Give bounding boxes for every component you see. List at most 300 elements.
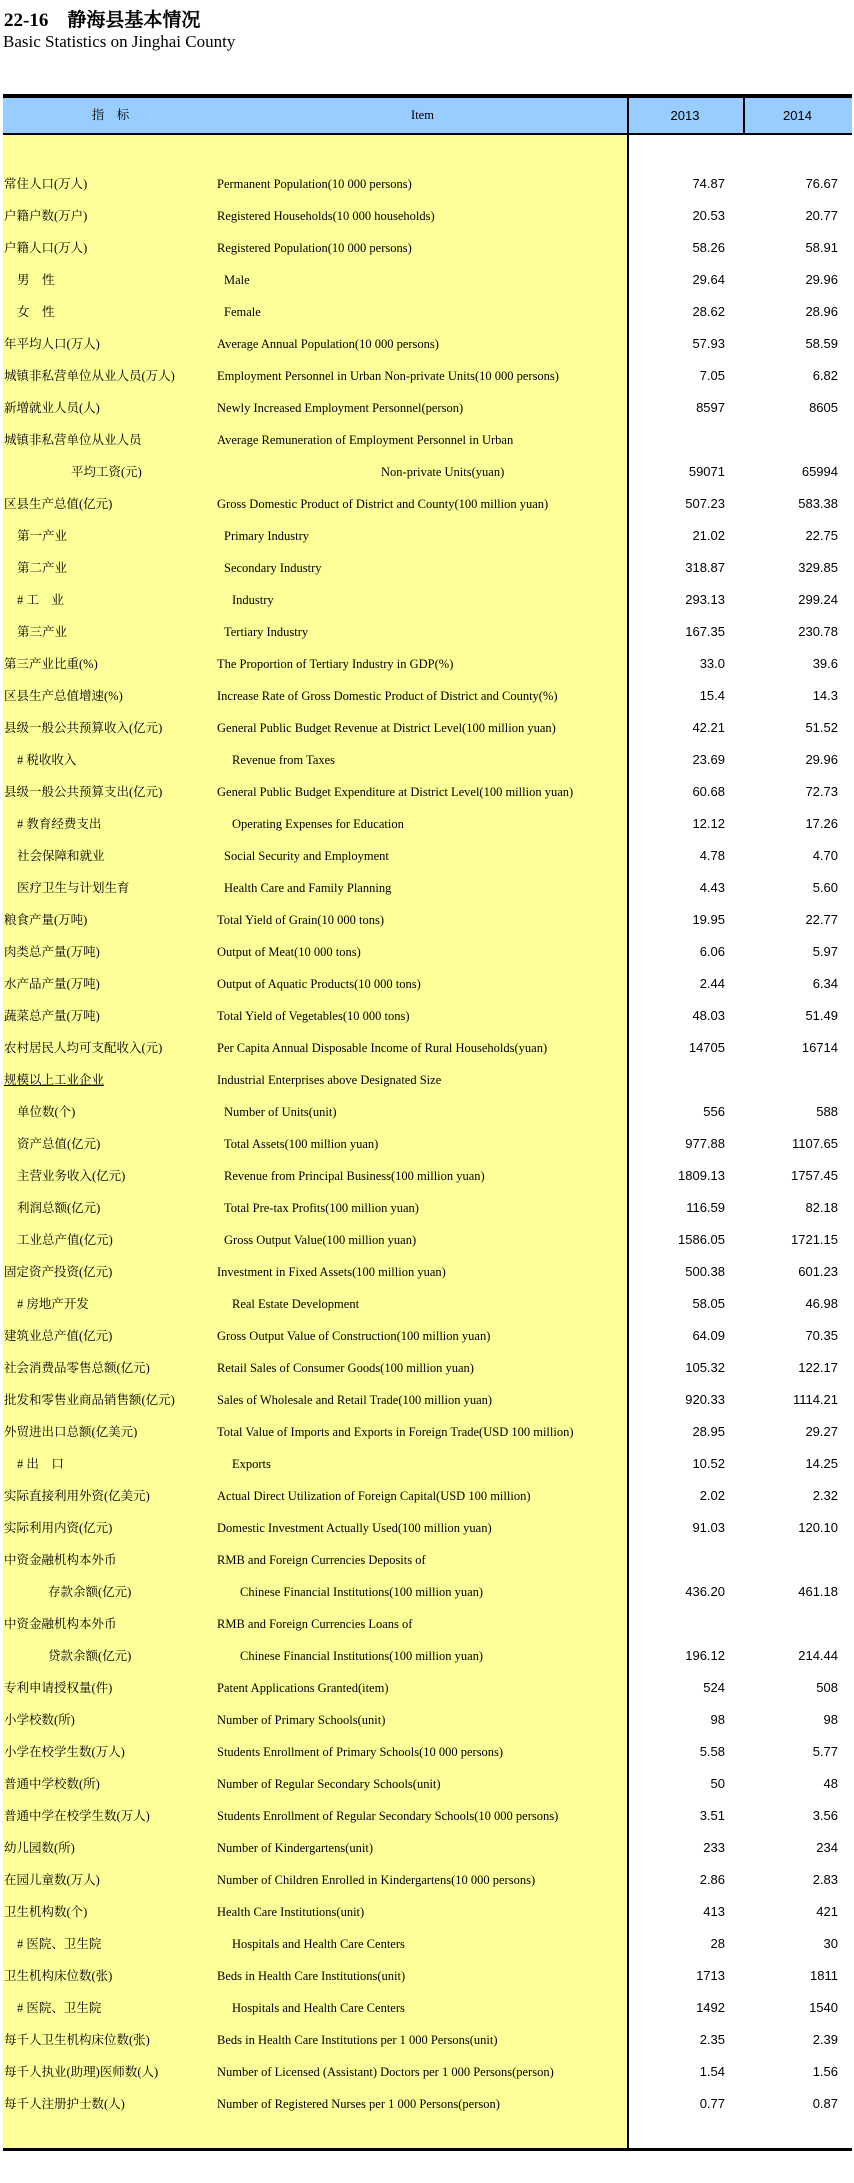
value-2013: 196.12 — [685, 1648, 725, 1663]
indicator-en: Beds in Health Care Institutions per 1 000 Persons(unit) — [217, 2033, 498, 2047]
value-2013 — [629, 1608, 725, 1640]
indicator-en: Students Enrollment of Regular Secondary Schools(10 000 persons) — [217, 1809, 559, 1823]
table-row — [3, 1224, 852, 1256]
value-2014: 120.10 — [798, 1520, 838, 1535]
indicator-en: Average Remuneration of Employment Personnel in Urban — [217, 433, 514, 447]
indicator-en: Investment in Fixed Assets(100 million yuan) — [217, 1265, 446, 1279]
indicator-zh: 城镇非私营单位从业人员 — [4, 433, 142, 447]
value-2014: 461.18 — [798, 1584, 838, 1599]
indicator-zh: 蔬菜总产量(万吨) — [4, 1009, 100, 1023]
indicator-zh: 固定资产投资(亿元) — [4, 1265, 113, 1279]
value-2014: 51.52 — [805, 720, 838, 735]
value-2014: 2.32 — [812, 1488, 838, 1503]
table-row — [3, 1992, 852, 2024]
indicator-zh: 在园儿童数(万人) — [4, 1873, 100, 1887]
indicator-zh: 资产总值(亿元) — [17, 1137, 101, 1151]
value-2013: 64.09 — [692, 1328, 725, 1343]
table-row — [3, 1032, 852, 1064]
indicator-en: Primary Industry — [224, 529, 310, 543]
value-2013: 28 — [710, 1936, 725, 1951]
header-year-2013: 2013 — [670, 108, 700, 123]
indicator-zh: 新增就业人员(人) — [4, 401, 100, 415]
indicator-zh: 外贸进出口总额(亿美元) — [4, 1425, 138, 1439]
table-row — [3, 1448, 852, 1480]
value-2014 — [745, 1064, 838, 1096]
value-2013: 59071 — [688, 464, 725, 479]
table-row — [3, 1480, 852, 1512]
table-row — [3, 776, 852, 808]
value-2013: 1713 — [696, 1968, 725, 1983]
value-2013: 23.69 — [692, 752, 725, 767]
indicator-zh: 幼儿园数(所) — [4, 1841, 75, 1855]
indicator-zh: 中资金融机构本外币 — [4, 1617, 117, 1631]
value-2013: 0.77 — [699, 2096, 725, 2111]
value-2014: 20.77 — [805, 208, 838, 223]
value-2013: 19.95 — [692, 912, 725, 927]
table-row — [3, 808, 852, 840]
indicator-en: Non-private Units(yuan) — [381, 465, 505, 479]
value-2014: 17.26 — [805, 816, 838, 831]
indicator-en: Total Yield of Grain(10 000 tons) — [217, 913, 385, 927]
value-2013: 4.43 — [699, 880, 725, 895]
value-2013 — [629, 424, 725, 456]
value-2014: 1811 — [810, 1968, 838, 1983]
value-2013: 556 — [703, 1104, 725, 1119]
indicator-zh: 城镇非私营单位从业人员(万人) — [4, 369, 175, 383]
table-row — [3, 680, 852, 712]
value-2013: 2.02 — [699, 1488, 725, 1503]
value-2014: 70.35 — [805, 1328, 838, 1343]
indicator-en: Newly Increased Employment Personnel(person) — [217, 401, 464, 415]
value-2014: 299.24 — [798, 592, 838, 607]
indicator-zh: 年平均人口(万人) — [4, 337, 100, 351]
table-row — [3, 1704, 852, 1736]
indicator-en: Students Enrollment of Primary Schools(10 000 persons) — [217, 1745, 504, 1759]
value-2014: 14.3 — [812, 688, 838, 703]
indicator-zh: 第一产业 — [17, 529, 68, 543]
value-2014: 58.91 — [805, 240, 838, 255]
indicator-en: Social Security and Employment — [224, 849, 389, 863]
indicator-zh: # 出 口 — [17, 1457, 64, 1471]
indicator-en: Number of Primary Schools(unit) — [217, 1713, 386, 1727]
table-row — [3, 1896, 852, 1928]
value-2013: 105.32 — [685, 1360, 725, 1375]
indicator-zh: 普通中学在校学生数(万人) — [4, 1809, 150, 1823]
value-2013: 5.58 — [699, 1744, 725, 1759]
value-2013: 10.52 — [692, 1456, 725, 1471]
value-2013: 233 — [703, 1840, 725, 1855]
indicator-zh: 主营业务收入(亿元) — [17, 1169, 126, 1183]
value-2013: 20.53 — [692, 208, 725, 223]
indicator-en: Retail Sales of Consumer Goods(100 million yuan) — [217, 1361, 474, 1375]
value-2013: 50 — [710, 1776, 725, 1791]
indicator-zh: 平均工资(元) — [71, 465, 142, 479]
indicator-zh: # 工 业 — [17, 593, 64, 607]
value-2014: 6.34 — [812, 976, 838, 991]
value-2013: 74.87 — [692, 176, 725, 191]
indicator-en: Total Value of Imports and Exports in Foreign Trade(USD 100 million) — [217, 1425, 574, 1439]
value-2014: 0.87 — [812, 2096, 838, 2111]
table-row — [3, 1544, 852, 1576]
header-item: Item — [411, 108, 434, 122]
table-row — [3, 968, 852, 1000]
indicator-en: Chinese Financial Institutions(100 million yuan) — [240, 1585, 484, 1599]
table-body — [3, 135, 852, 2148]
value-2013: 1809.13 — [678, 1168, 725, 1183]
value-2013: 1586.05 — [678, 1232, 725, 1247]
indicator-en: RMB and Foreign Currencies Deposits of — [217, 1553, 426, 1567]
indicator-zh: 第二产业 — [17, 561, 68, 575]
indicator-en: Total Assets(100 million yuan) — [224, 1137, 379, 1151]
indicator-zh: 每千人执业(助理)医师数(人) — [4, 2065, 159, 2079]
table-row — [3, 2088, 852, 2120]
value-2013: 12.12 — [692, 816, 725, 831]
table-row — [3, 712, 852, 744]
value-2014: 82.18 — [805, 1200, 838, 1215]
table-row — [3, 936, 852, 968]
table-row — [3, 648, 852, 680]
value-2013: 33.0 — [699, 656, 725, 671]
header-divider — [743, 98, 745, 133]
indicator-zh: 第三产业 — [17, 625, 68, 639]
table-row — [3, 328, 852, 360]
indicator-zh: 每千人注册护士数(人) — [4, 2097, 125, 2111]
value-2014: 29.96 — [805, 272, 838, 287]
page-title: 22-16 静海县基本情况 — [4, 10, 201, 31]
indicator-zh: 粮食产量(万吨) — [4, 913, 88, 927]
table-row — [3, 1928, 852, 1960]
value-2014: 3.56 — [812, 1808, 838, 1823]
value-2013: 29.64 — [692, 272, 725, 287]
value-2013: 21.02 — [692, 528, 725, 543]
indicator-en: Average Annual Population(10 000 persons) — [217, 337, 439, 351]
indicator-zh: 农村居民人均可支配收入(元) — [4, 1041, 163, 1055]
table-row — [3, 2056, 852, 2088]
indicator-en: General Public Budget Expenditure at District Level(100 million yuan) — [217, 785, 574, 799]
indicator-zh: 普通中学校数(所) — [4, 1777, 100, 1791]
indicator-en: Actual Direct Utilization of Foreign Capital(USD 100 million) — [217, 1489, 531, 1503]
value-2013: 413 — [703, 1904, 725, 1919]
indicator-en: Number of Children Enrolled in Kindergartens(10 000 persons) — [217, 1873, 536, 1887]
table-row — [3, 1384, 852, 1416]
indicator-en: Increase Rate of Gross Domestic Product of District and County(%) — [217, 689, 558, 703]
value-2014: 1.56 — [812, 2064, 838, 2079]
value-2013: 58.26 — [692, 240, 725, 255]
value-2014: 214.44 — [798, 1648, 838, 1663]
value-2014 — [745, 1544, 838, 1576]
value-2013: 28.62 — [692, 304, 725, 319]
value-2013: 48.03 — [692, 1008, 725, 1023]
value-2014: 65994 — [801, 464, 838, 479]
table-row — [3, 1800, 852, 1832]
value-2014: 1721.15 — [791, 1232, 838, 1247]
indicator-zh: 肉类总产量(万吨) — [4, 945, 100, 959]
value-2013 — [629, 1544, 725, 1576]
value-2013: 920.33 — [685, 1392, 725, 1407]
value-2013: 98 — [710, 1712, 725, 1727]
value-2013: 8597 — [696, 400, 725, 415]
indicator-en: Beds in Health Care Institutions(unit) — [217, 1969, 406, 1983]
value-2014: 8605 — [809, 400, 838, 415]
table-row — [3, 840, 852, 872]
value-2014: 1757.45 — [791, 1168, 838, 1183]
indicator-zh: 批发和零售业商品销售额(亿元) — [4, 1393, 175, 1407]
indicator-en: Health Care and Family Planning — [224, 881, 392, 895]
indicator-zh: # 医院、卫生院 — [17, 2001, 102, 2015]
value-2014: 46.98 — [805, 1296, 838, 1311]
indicator-zh: 区县生产总值(亿元) — [4, 497, 113, 511]
indicator-en: Revenue from Taxes — [232, 753, 336, 767]
indicator-en: General Public Budget Revenue at District Level(100 million yuan) — [217, 721, 556, 735]
indicator-zh: 实际利用内资(亿元) — [4, 1521, 113, 1535]
table-row — [3, 1576, 852, 1608]
indicator-zh: 区县生产总值增速(%) — [4, 689, 123, 703]
indicator-zh: 常住人口(万人) — [4, 177, 88, 191]
value-2013: 500.38 — [685, 1264, 725, 1279]
indicator-zh: 小学在校学生数(万人) — [4, 1745, 125, 1759]
value-2013: 977.88 — [685, 1136, 725, 1151]
indicator-zh: 利润总额(亿元) — [17, 1201, 101, 1215]
table-row — [3, 1416, 852, 1448]
value-2014: 58.59 — [805, 336, 838, 351]
value-2014: 29.96 — [805, 752, 838, 767]
indicator-zh: 卫生机构床位数(张) — [4, 1969, 113, 1983]
indicator-zh: # 教育经费支出 — [17, 817, 102, 831]
indicator-zh: 医疗卫生与计划生育 — [17, 881, 130, 895]
value-2014: 48 — [823, 1776, 838, 1791]
value-2014: 22.75 — [805, 528, 838, 543]
table-row — [3, 584, 852, 616]
indicator-en: Domestic Investment Actually Used(100 million yuan) — [217, 1521, 492, 1535]
value-2014: 508 — [816, 1680, 838, 1695]
indicator-en: Patent Applications Granted(item) — [217, 1681, 389, 1695]
value-2013: 42.21 — [692, 720, 725, 735]
value-2014: 98 — [823, 1712, 838, 1727]
indicator-en: Number of Licensed (Assistant) Doctors per 1 000 Persons(person) — [217, 2065, 554, 2079]
indicator-zh: 县级一般公共预算收入(亿元) — [4, 721, 163, 735]
table-row — [3, 488, 852, 520]
indicator-en: Permanent Population(10 000 persons) — [217, 177, 412, 191]
indicator-en: Secondary Industry — [224, 561, 322, 575]
table-row — [3, 1864, 852, 1896]
indicator-zh: 县级一般公共预算支出(亿元) — [4, 785, 163, 799]
value-2013: 3.51 — [699, 1808, 725, 1823]
table-row — [3, 1064, 852, 1096]
table-row — [3, 520, 852, 552]
value-2013: 524 — [703, 1680, 725, 1695]
value-2014: 30 — [823, 1936, 838, 1951]
value-2014: 601.23 — [798, 1264, 838, 1279]
page-subtitle: Basic Statistics on Jinghai County — [3, 32, 236, 51]
indicator-zh: 小学校数(所) — [4, 1713, 75, 1727]
value-2013: 14705 — [688, 1040, 725, 1055]
indicator-zh: 规模以上工业企业 — [4, 1073, 105, 1087]
value-2014: 1107.65 — [791, 1136, 838, 1151]
value-2014: 16714 — [801, 1040, 838, 1055]
indicator-en: Number of Registered Nurses per 1 000 Persons(person) — [217, 2097, 500, 2111]
value-2014: 14.25 — [805, 1456, 838, 1471]
value-2014 — [745, 424, 838, 456]
indicator-zh: 水产品产量(万吨) — [4, 977, 100, 991]
indicator-en: Sales of Wholesale and Retail Trade(100 million yuan) — [217, 1393, 493, 1407]
indicator-en: Registered Households(10 000 households) — [217, 209, 435, 223]
value-2014: 6.82 — [812, 368, 838, 383]
indicator-en: Output of Aquatic Products(10 000 tons) — [217, 977, 421, 991]
value-2013: 91.03 — [692, 1520, 725, 1535]
value-2013: 4.78 — [699, 848, 725, 863]
table-row — [3, 264, 852, 296]
value-2014: 39.6 — [812, 656, 838, 671]
indicator-zh: 中资金融机构本外币 — [4, 1553, 117, 1567]
value-2014: 234 — [816, 1840, 838, 1855]
table-row — [3, 616, 852, 648]
indicator-en: Total Yield of Vegetables(10 000 tons) — [217, 1009, 410, 1023]
indicator-en: Number of Units(unit) — [224, 1105, 337, 1119]
value-2014: 5.60 — [812, 880, 838, 895]
indicator-en: Registered Population(10 000 persons) — [217, 241, 412, 255]
value-2014 — [745, 1608, 838, 1640]
value-2013: 436.20 — [685, 1584, 725, 1599]
value-2013: 15.4 — [699, 688, 725, 703]
indicator-en: Female — [224, 305, 261, 319]
indicator-zh: # 房地产开发 — [17, 1297, 89, 1311]
table-row — [3, 1288, 852, 1320]
indicator-zh: 户籍人口(万人) — [4, 241, 88, 255]
value-2013: 167.35 — [685, 624, 725, 639]
value-2014: 5.97 — [812, 944, 838, 959]
value-2014: 4.70 — [812, 848, 838, 863]
table-row — [3, 168, 852, 200]
table-row — [3, 1640, 852, 1672]
table-row — [3, 1096, 852, 1128]
value-2014: 588 — [816, 1104, 838, 1119]
table-row — [3, 1320, 852, 1352]
table-header — [3, 98, 852, 135]
value-2014: 329.85 — [798, 560, 838, 575]
value-2013: 2.86 — [699, 1872, 725, 1887]
table-row — [3, 296, 852, 328]
value-2013: 6.06 — [699, 944, 725, 959]
value-2013: 28.95 — [692, 1424, 725, 1439]
indicator-en: Revenue from Principal Business(100 million yuan) — [224, 1169, 485, 1183]
statistics-table — [3, 94, 852, 2151]
table-row — [3, 360, 852, 392]
value-2013: 58.05 — [692, 1296, 725, 1311]
value-2014: 122.17 — [798, 1360, 838, 1375]
indicator-en: Industrial Enterprises above Designated Size — [217, 1073, 442, 1087]
indicator-zh: 户籍户数(万户) — [4, 209, 88, 223]
indicator-en: Gross Output Value(100 million yuan) — [224, 1233, 417, 1247]
value-2013: 60.68 — [692, 784, 725, 799]
value-2014: 76.67 — [805, 176, 838, 191]
table-row — [3, 2024, 852, 2056]
indicator-zh: # 税收收入 — [17, 753, 77, 767]
value-2013 — [629, 1064, 725, 1096]
header-divider — [627, 98, 629, 133]
table-row — [3, 1128, 852, 1160]
value-2013: 116.59 — [686, 1200, 725, 1215]
table-row — [3, 1768, 852, 1800]
indicator-zh: 贷款余额(亿元) — [48, 1649, 132, 1663]
indicator-zh: 实际直接利用外资(亿美元) — [4, 1489, 150, 1503]
header-indicator: 指 标 — [91, 108, 130, 122]
table-row — [3, 744, 852, 776]
indicator-zh: 工业总产值(亿元) — [17, 1233, 113, 1247]
value-2014: 29.27 — [805, 1424, 838, 1439]
indicator-en: Gross Output Value of Construction(100 million yuan) — [217, 1329, 491, 1343]
value-2014: 72.73 — [805, 784, 838, 799]
indicator-zh: 卫生机构数(个) — [4, 1905, 88, 1919]
table-row — [3, 1352, 852, 1384]
value-2014: 1114.21 — [792, 1392, 838, 1407]
indicator-en: Health Care Institutions(unit) — [217, 1905, 365, 1919]
value-2013: 2.35 — [699, 2032, 725, 2047]
table-row — [3, 1192, 852, 1224]
indicator-zh: 单位数(个) — [17, 1105, 76, 1119]
table-row — [3, 1672, 852, 1704]
table-row — [3, 552, 852, 584]
indicator-en: Exports — [232, 1457, 271, 1471]
table-row — [3, 1736, 852, 1768]
indicator-zh: 男 性 — [17, 273, 55, 287]
indicator-zh: 女 性 — [17, 305, 55, 319]
indicator-en: Operating Expenses for Education — [232, 817, 404, 831]
indicator-en: Industry — [232, 593, 274, 607]
indicator-en: Output of Meat(10 000 tons) — [217, 945, 361, 959]
indicator-zh: 社会消费品零售总额(亿元) — [4, 1361, 150, 1375]
indicator-zh: 第三产业比重(%) — [4, 657, 98, 671]
value-2014: 2.83 — [812, 1872, 838, 1887]
table-bottom-border — [3, 2148, 852, 2151]
value-2013: 7.05 — [699, 368, 725, 383]
indicator-en: Tertiary Industry — [224, 625, 309, 639]
value-2014: 421 — [816, 1904, 838, 1919]
indicator-en: Male — [224, 273, 250, 287]
value-2013: 507.23 — [685, 496, 725, 511]
header-year-2014: 2014 — [783, 108, 812, 123]
indicator-zh: # 医院、卫生院 — [17, 1937, 102, 1951]
indicator-en: Hospitals and Health Care Centers — [232, 2001, 405, 2015]
table-row — [3, 1160, 852, 1192]
indicator-en: Hospitals and Health Care Centers — [232, 1937, 405, 1951]
table-row — [3, 456, 852, 488]
value-2014: 2.39 — [812, 2032, 838, 2047]
indicator-en: Real Estate Development — [232, 1297, 360, 1311]
indicator-en: Number of Regular Secondary Schools(unit) — [217, 1777, 441, 1791]
indicator-en: Per Capita Annual Disposable Income of Rural Households(yuan) — [217, 1041, 548, 1055]
indicator-zh: 每千人卫生机构床位数(张) — [4, 2033, 150, 2047]
indicator-en: Employment Personnel in Urban Non-private Units(10 000 persons) — [217, 369, 559, 383]
value-2014: 5.77 — [812, 1744, 838, 1759]
value-2013: 57.93 — [692, 336, 725, 351]
indicator-zh: 社会保障和就业 — [17, 849, 105, 863]
indicator-en: RMB and Foreign Currencies Loans of — [217, 1617, 413, 1631]
indicator-en: The Proportion of Tertiary Industry in GDP(%) — [217, 657, 454, 671]
value-2014: 1540 — [809, 2000, 838, 2015]
value-2013: 293.13 — [685, 592, 725, 607]
value-2013: 318.87 — [685, 560, 725, 575]
value-2013: 1492 — [696, 2000, 725, 2015]
table-row — [3, 1832, 852, 1864]
table-row — [3, 872, 852, 904]
indicator-en: Chinese Financial Institutions(100 million yuan) — [240, 1649, 484, 1663]
table-row — [3, 1256, 852, 1288]
table-row — [3, 1608, 852, 1640]
value-2014: 22.77 — [805, 912, 838, 927]
indicator-en: Gross Domestic Product of District and County(100 million yuan) — [217, 497, 549, 511]
table-row — [3, 1512, 852, 1544]
table-row — [3, 1960, 852, 1992]
